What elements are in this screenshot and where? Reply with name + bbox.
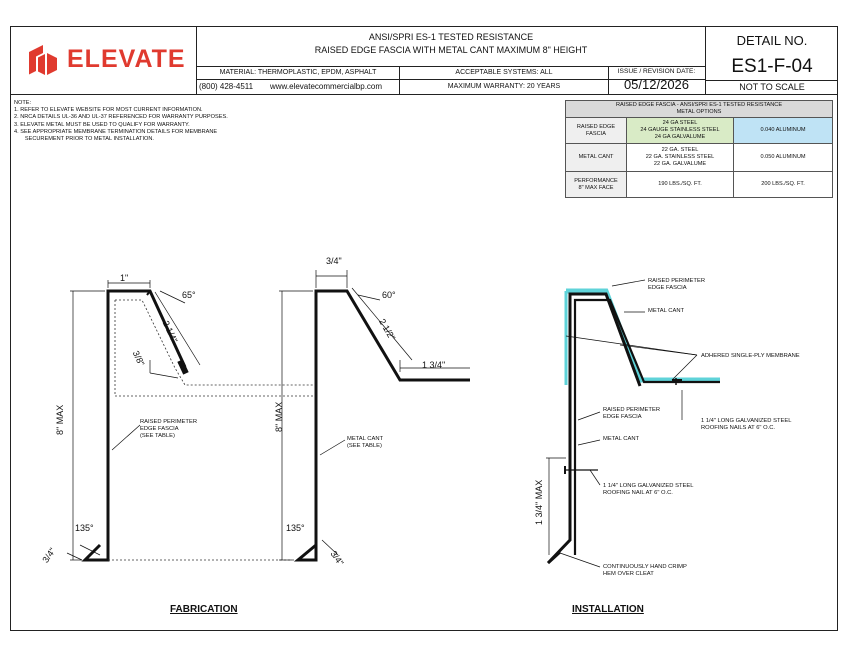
table-row-label: RAISED EDGE FASCIA xyxy=(566,118,627,144)
label-metal-cant-mid: METAL CANT xyxy=(603,436,640,442)
table-cell-steel-options: 22 GA. STEEL 22 GA. STAINLESS STEEL 22 GA. GALVALUME xyxy=(627,144,734,172)
scale-text: NOT TO SCALE xyxy=(739,82,805,92)
dim-1-3-4: 1 3/4" xyxy=(422,360,446,370)
installation-heading: INSTALLATION xyxy=(572,604,644,615)
dim-3-8: 3/8" xyxy=(130,349,147,368)
brand-name: ELEVATE xyxy=(67,45,186,73)
dim-1-3-4-max: 1 3/4" MAX xyxy=(534,479,544,525)
label-raised-fascia: RAISED PERIMETER EDGE FASCIA (SEE TABLE) xyxy=(140,419,198,439)
note-item: 3. ELEVATE METAL MUST BE USED TO QUALIFY FOR WARRANTY. xyxy=(14,121,190,128)
dim-135-left: 135° xyxy=(75,523,94,533)
label-membrane: ADHERED SINGLE-PLY MEMBRANE xyxy=(701,353,800,359)
dim-1in: 1" xyxy=(120,273,129,283)
phone-number: (800) 428-4511 xyxy=(199,82,254,91)
table-title: RAISED EDGE FASCIA - ANSI/SPRI ES-1 TESTED RESISTANCE xyxy=(615,102,783,108)
label-hem-cleat: CONTINUOUSLY HAND CRIMP HEM OVER CLEAT xyxy=(603,564,687,577)
label-metal-cant-install: METAL CANT xyxy=(648,308,685,314)
label-raised-fascia-mid: RAISED PERIMETER EDGE FASCIA xyxy=(603,407,661,420)
revision-date: 05/12/2026 xyxy=(623,77,690,92)
systems-text: ACCEPTABLE SYSTEMS: ALL xyxy=(455,69,553,76)
table-cell-aluminum-option: 0.050 ALUMINUM xyxy=(734,144,833,172)
table-cell-aluminum-option: 0.040 ALUMINUM xyxy=(734,118,833,144)
table-cell-steel-options: 24 GA STEEL 24 GAUGE STAINLESS STEEL 24 GA GALVALUME xyxy=(627,118,734,144)
table-row-label: METAL CANT xyxy=(566,144,627,172)
dim-60-degree: 60° xyxy=(382,290,396,300)
detail-title-line2: RAISED EDGE FASCIA WITH METAL CANT MAXIMUM 8" HEIGHT xyxy=(314,45,588,55)
dim-3-4-left: 3/4" xyxy=(40,545,58,565)
issue-label: ISSUE / REVISION DATE: xyxy=(617,68,696,75)
warranty-text: MAXIMUM WARRANTY: 20 YEARS xyxy=(447,83,561,90)
dim-2-1-4: 2 1/4" xyxy=(160,319,180,345)
fabrication-heading: FABRICATION xyxy=(170,604,238,615)
detail-number: ES1-F-04 xyxy=(731,56,813,77)
notes-heading: NOTE: xyxy=(14,100,32,106)
note-item: SECUREMENT PRIOR TO METAL INSTALLATION. xyxy=(14,136,154,143)
label-metal-cant: METAL CANT (SEE TABLE) xyxy=(347,436,384,449)
dim-2-1-2: 2 1/2" xyxy=(377,317,398,343)
note-item: 1. REFER TO ELEVATE WEBSITE FOR MOST CURRENT INFORMATION. xyxy=(14,107,203,114)
membrane xyxy=(566,291,720,380)
dim-65-degree: 65° xyxy=(182,290,196,300)
table-cell-performance: 190 LBS./SQ. FT. xyxy=(627,172,734,198)
dim-8-max-left: 8" MAX xyxy=(55,404,65,435)
dim-135-right: 135° xyxy=(286,523,305,533)
label-roofing-nails: 1 1/4" LONG GALVANIZED STEEL ROOFING NAILS AT 6" O.C. xyxy=(701,418,792,431)
table-cell-performance: 200 LBS./SQ. FT. xyxy=(734,172,833,198)
material-text: MATERIAL: THERMOPLASTIC, EPDM, ASPHALT xyxy=(219,69,377,76)
detail-title-line1: ANSI/SPRI ES-1 TESTED RESISTANCE xyxy=(368,32,534,42)
detail-no-label: DETAIL NO. xyxy=(736,33,808,48)
note-item: 2. NRCA DETAILS UL-36 AND UL-37 REFERENCED FOR WARRANTY PURPOSES. xyxy=(14,114,228,121)
dim-3-4-right: 3/4" xyxy=(328,548,346,568)
dim-8-max-right: 8" MAX xyxy=(274,401,284,432)
website-link[interactable]: www.elevatecommercialbp.com xyxy=(270,82,383,91)
table-subtitle: METAL OPTIONS xyxy=(676,109,722,115)
label-raised-fascia-install: RAISED PERIMETER EDGE FASCIA xyxy=(648,278,706,291)
table-row-label: PERFORMANCE 8" MAX FACE xyxy=(566,172,627,198)
label-roofing-nail-low: 1 1/4" LONG GALVANIZED STEEL ROOFING NAIL AT 6" O.C. xyxy=(603,483,694,496)
dim-3-4-top: 3/4" xyxy=(326,256,342,266)
cant-installed xyxy=(575,300,720,555)
note-item: 4. SEE APPROPRIATE MEMBRANE TERMINATION DETAILS FOR MEMBRANE xyxy=(14,128,218,135)
fascia-installed xyxy=(548,294,640,563)
